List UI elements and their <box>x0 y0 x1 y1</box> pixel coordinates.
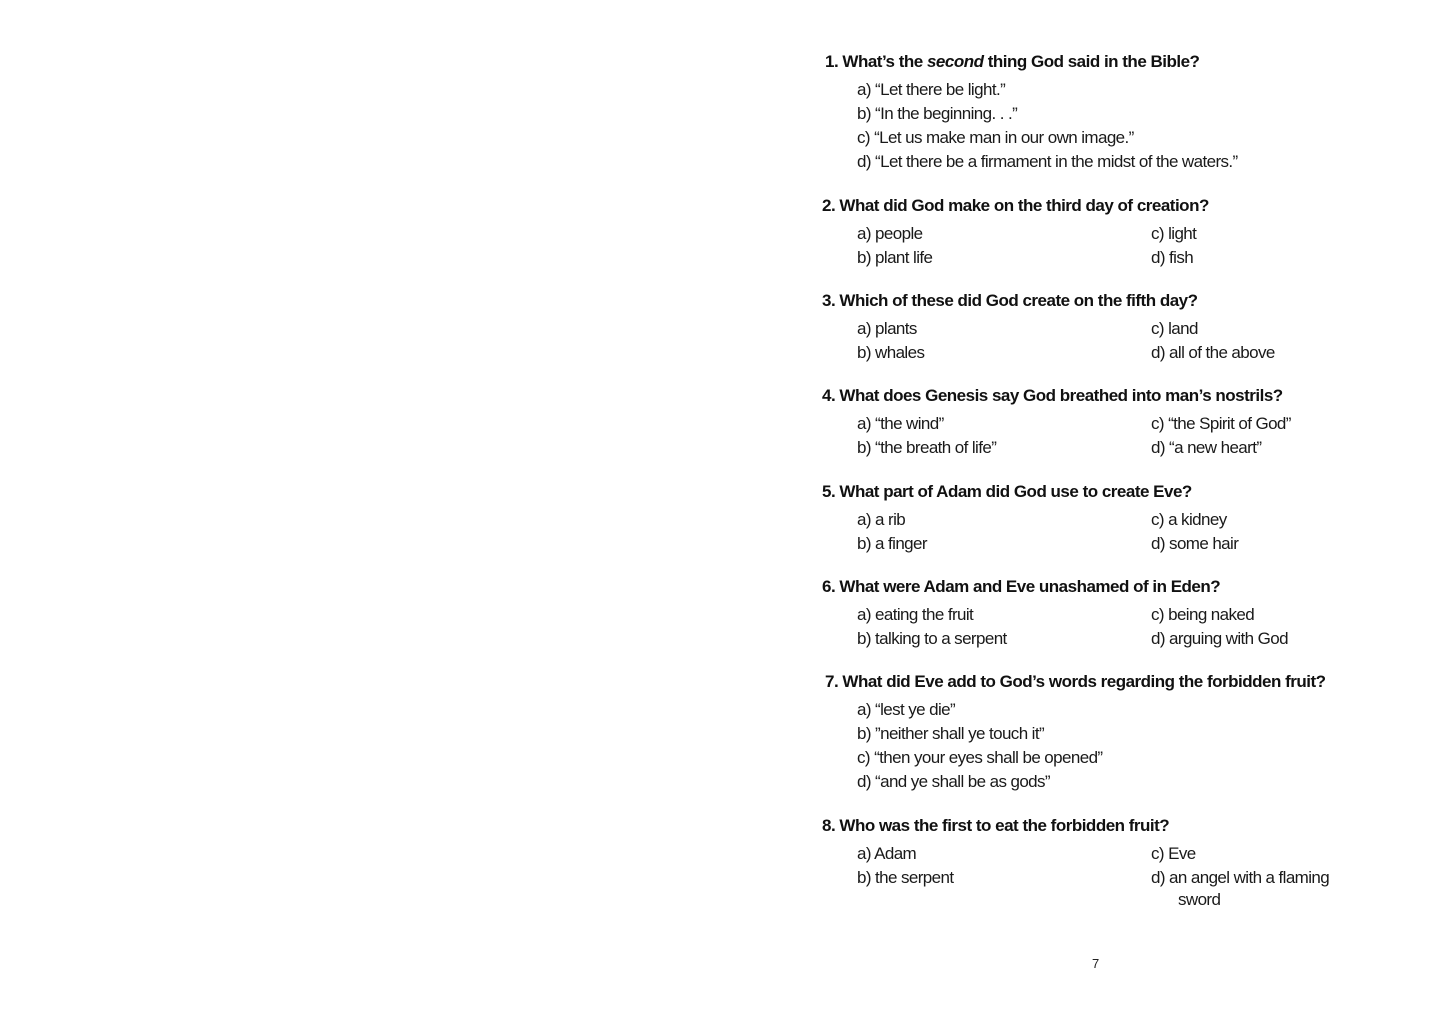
answer-option-a: a) “the wind” <box>857 414 944 433</box>
question-3-title <box>822 291 1198 311</box>
right-page <box>720 0 1445 1012</box>
answer-option-b: b) talking to a serpent <box>857 629 1007 648</box>
answer-option-a: a) a rib <box>857 510 906 529</box>
question-text: What were Adam and Eve unashamed of in Eden? <box>839 577 1221 596</box>
answer-option-d: d) arguing with God <box>1151 629 1288 648</box>
question-text-post: thing God said in the Bible? <box>983 52 1200 71</box>
question-text: What does Genesis say God breathed into man’s nostrils? <box>839 386 1283 405</box>
question-number: 5. <box>822 482 836 501</box>
left-page-blank <box>0 0 720 1012</box>
question-text: Which of these did God create on the fifth day? <box>839 291 1198 310</box>
question-text: What did Eve add to God’s words regarding the forbidden fruit? <box>842 672 1326 691</box>
answer-option-a: a) plants <box>857 319 917 338</box>
answer-option-c: c) “Let us make man in our own image.” <box>857 128 1134 147</box>
question-5-title <box>822 482 1192 502</box>
page-number: 7 <box>1092 956 1100 971</box>
question-8-title <box>822 816 1169 836</box>
question-1-title <box>825 52 1199 72</box>
question-number: 3. <box>822 291 836 310</box>
question-6-title <box>822 577 1220 597</box>
answer-option-c: c) light <box>1151 224 1197 243</box>
answer-option-c: c) a kidney <box>1151 510 1227 529</box>
answer-option-d: d) “Let there be a firmament in the midst of the waters.” <box>857 152 1238 171</box>
answer-option-b: b) plant life <box>857 248 933 267</box>
question-number: 7. <box>825 672 839 691</box>
answer-option-b: b) a finger <box>857 534 927 553</box>
answer-option-a: a) “Let there be light.” <box>857 80 1006 99</box>
answer-option-a: a) Adam <box>857 844 917 863</box>
answer-option-d: d) an angel with a flaming <box>1151 868 1330 887</box>
answer-option-b: b) whales <box>857 343 925 362</box>
question-2-title <box>822 196 1209 216</box>
answer-option-b: b) “In the beginning. . .” <box>857 104 1018 123</box>
answer-option-c: c) land <box>1151 319 1198 338</box>
answer-option-a: a) eating the fruit <box>857 605 974 624</box>
question-number: 1. <box>825 52 839 71</box>
answer-option-d: d) all of the above <box>1151 343 1275 362</box>
answer-option-b: b) “the breath of life” <box>857 438 997 457</box>
answer-option-c: c) being naked <box>1151 605 1255 624</box>
answer-option-b: b) the serpent <box>857 868 954 887</box>
question-text-emphasis: second <box>926 52 984 71</box>
answer-option-a: a) people <box>857 224 923 243</box>
answer-option-d-continuation: sword <box>1178 890 1221 909</box>
question-4-title <box>822 386 1283 406</box>
question-text: Who was the first to eat the forbidden fruit? <box>839 816 1170 835</box>
answer-option-d: d) fish <box>1151 248 1194 267</box>
question-number: 2. <box>822 196 836 215</box>
question-number: 4. <box>822 386 836 405</box>
answer-option-c: c) Eve <box>1151 844 1196 863</box>
answer-option-d: d) “and ye shall be as gods” <box>857 772 1050 791</box>
answer-option-b: b) ”neither shall ye touch it” <box>857 724 1045 743</box>
answer-option-c: c) “then your eyes shall be opened” <box>857 748 1103 767</box>
question-7-title <box>825 672 1326 692</box>
question-text: What part of Adam did God use to create Eve? <box>839 482 1192 501</box>
question-text: What did God make on the third day of creation? <box>839 196 1209 215</box>
question-number: 8. <box>822 816 836 835</box>
question-text-pre: What’s the <box>842 52 927 71</box>
answer-option-c: c) “the Spirit of God” <box>1151 414 1291 433</box>
answer-option-d: d) “a new heart” <box>1151 438 1262 457</box>
answer-option-a: a) “lest ye die” <box>857 700 956 719</box>
question-number: 6. <box>822 577 836 596</box>
answer-option-d: d) some hair <box>1151 534 1239 553</box>
